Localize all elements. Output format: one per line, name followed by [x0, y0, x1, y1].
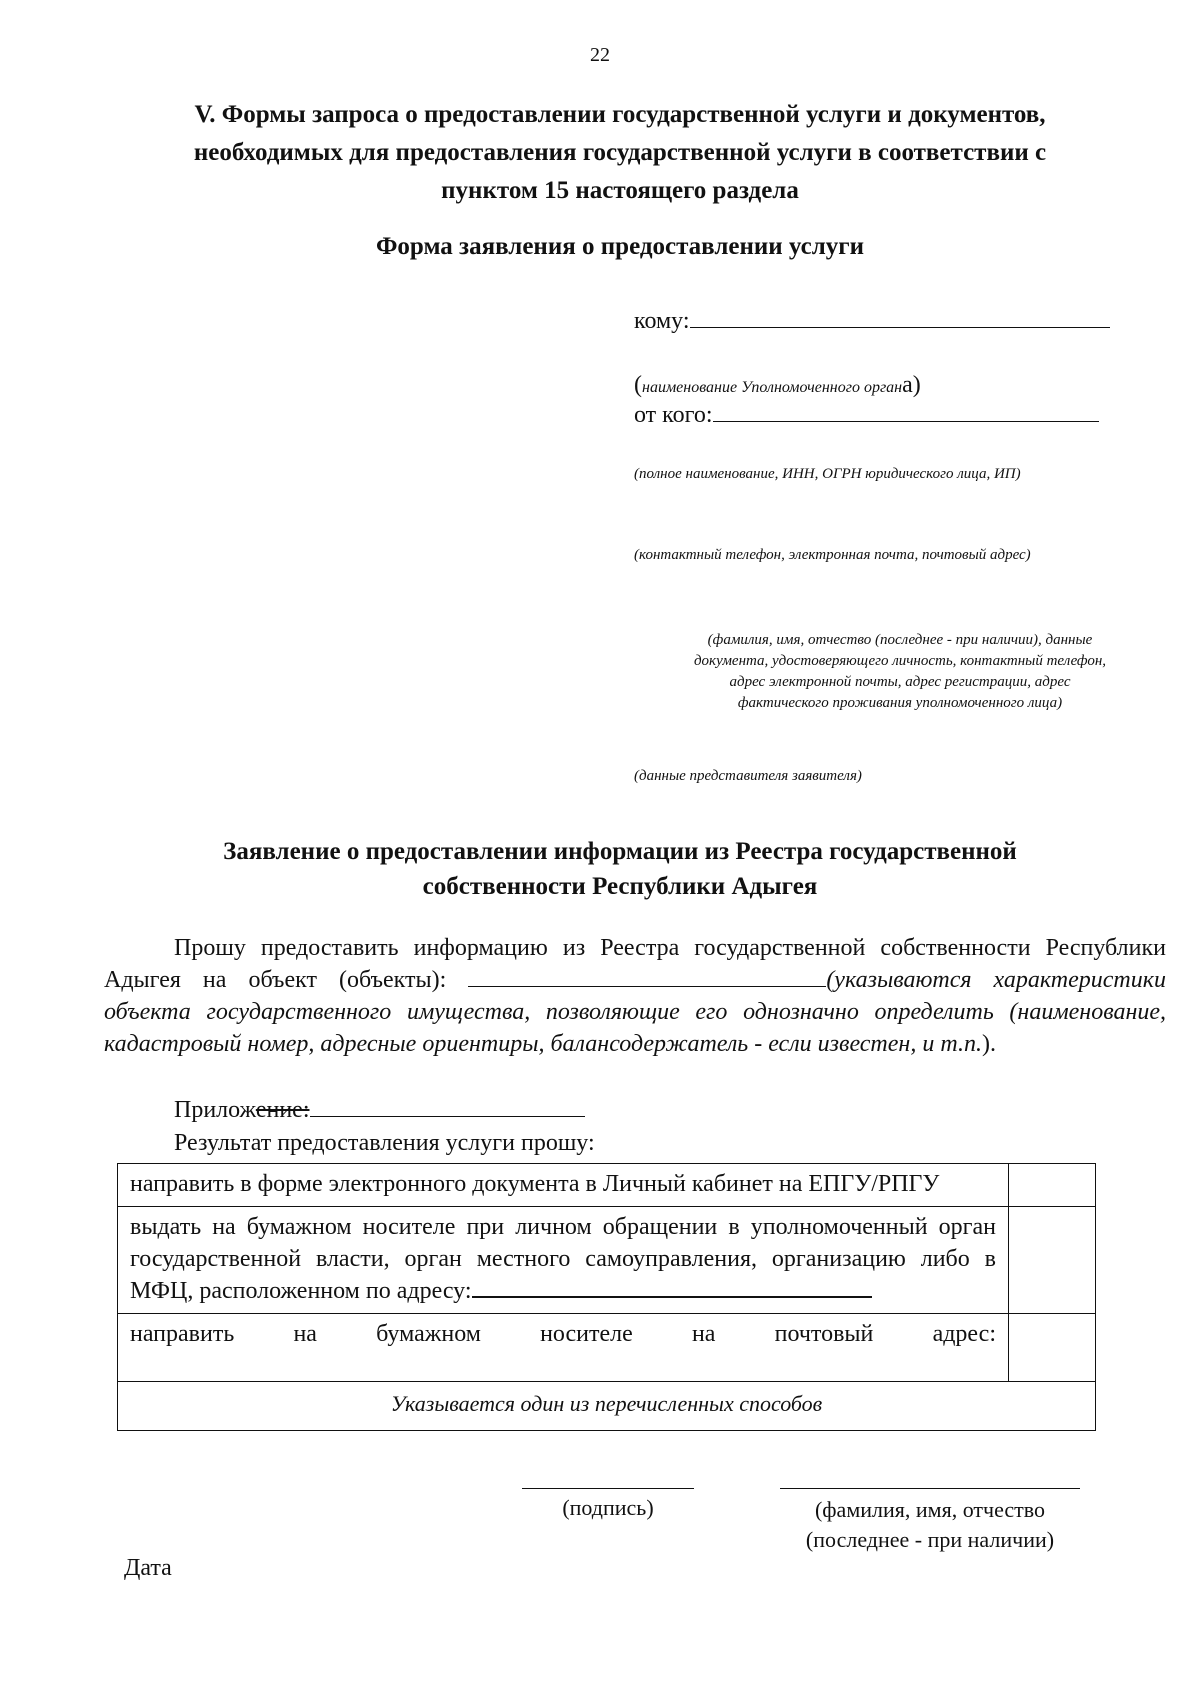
date-label: Дата [124, 1555, 172, 1581]
section-title-line: V. Формы запроса о предоставлении государственной услуги и документов, [194, 101, 1046, 128]
result-intro: Результат предоставления услуги прошу: [174, 1130, 595, 1156]
attachment-blank-line[interactable] [310, 1106, 585, 1117]
table-row [118, 1164, 1096, 1207]
attachment-label: Прилож [174, 1097, 256, 1123]
form-title: Форма заявления о предоставлении услуги [375, 233, 865, 260]
section-title-line: необходимых для предоставления государственной услуги в соответствии с [193, 139, 1047, 166]
mfc-address-blank-line[interactable] [472, 1278, 872, 1298]
contacts-hint: (контактный телефон, электронная почта, почтовый адрес) [634, 547, 1031, 563]
option-epgu: направить в форме электронного документа в Личный кабинет на ЕПГУ/РПГУ [118, 1164, 1009, 1207]
table-row [118, 1207, 1096, 1314]
to-hint [634, 372, 921, 399]
option-epgu-checkbox[interactable] [1009, 1164, 1096, 1207]
section-title [130, 96, 1110, 210]
object-blank-line[interactable] [468, 966, 826, 987]
section-title-line: пунктом 15 настоящего раздела [441, 177, 799, 204]
trustee-hint-line: фактического проживания уполномоченного лица) [737, 695, 1063, 711]
full-name-label-line: (фамилия, имя, отчество [814, 1497, 1046, 1522]
statement-title [130, 834, 1110, 904]
attachment-label-struck: ение: [255, 1097, 310, 1123]
trustee-hint [630, 630, 1170, 714]
to-label: кому: [634, 308, 690, 334]
option-paper-in-person-checkbox[interactable] [1009, 1207, 1096, 1314]
from-field [634, 402, 1099, 429]
to-hint-open: ( [634, 372, 642, 398]
full-name-label-line: (последнее - при наличии) [805, 1527, 1055, 1552]
table-row [118, 1314, 1096, 1382]
full-name-label [770, 1495, 1090, 1555]
to-field [634, 308, 1110, 335]
option-paper-in-person [118, 1207, 1009, 1314]
page-number: 22 [590, 44, 610, 66]
from-hint: (полное наименование, ИНН, ОГРН юридического лица, ИП) [634, 466, 1021, 482]
to-hint-close: а) [902, 372, 921, 398]
options-note: Указывается один из перечисленных способов [118, 1382, 1096, 1431]
request-end: ). [981, 1031, 996, 1057]
from-label: от кого: [634, 402, 713, 428]
option-paper-in-person-text: выдать на бумажном носителе при личном обращении в уполномоченный орган государственной власти, орган местного самоуправления, организацию либо в МФЦ, расположенном по адресу: [130, 1214, 996, 1304]
option-postal: направить на бумажном носителе на почтовый адрес: [118, 1314, 1009, 1382]
request-paragraph [104, 932, 1166, 1060]
trustee-hint-line: документа, удостоверяющего личность, контактный телефон, [693, 653, 1107, 669]
table-row [118, 1382, 1096, 1431]
trustee-hint-line: адрес электронной почты, адрес регистрации, адрес [729, 674, 1071, 690]
representative-hint: (данные представителя заявителя) [634, 768, 862, 784]
from-blank-line[interactable] [713, 403, 1099, 422]
request-text: Прошу предоставить информацию из Реестра государственной собственности Республики Адыгея на объект (объекты): [104, 935, 1166, 993]
trustee-hint-line: (фамилия, имя, отчество (последнее - при наличии), данные [707, 632, 1093, 648]
statement-title-line: собственности Республики Адыгея [422, 873, 818, 900]
request-hint: (указываются характеристики объекта государственного имущества, позволяющие его однозначно определить (наименование, кадастровый номер, адресные ориентиры, балансодержатель - если известен, и т.п. [104, 967, 1166, 1057]
signature-label: (подпись) [562, 1495, 654, 1520]
to-hint-text: наименование Уполномоченного орган [642, 379, 903, 396]
option-postal-checkbox[interactable] [1009, 1314, 1096, 1382]
signature-line[interactable] [522, 1488, 694, 1489]
full-name-line[interactable] [780, 1488, 1080, 1489]
result-options-table [117, 1163, 1096, 1431]
attachment-line [174, 1097, 585, 1124]
to-blank-line[interactable] [690, 309, 1110, 328]
statement-title-line: Заявление о предоставлении информации из Реестра государственной [223, 838, 1017, 865]
